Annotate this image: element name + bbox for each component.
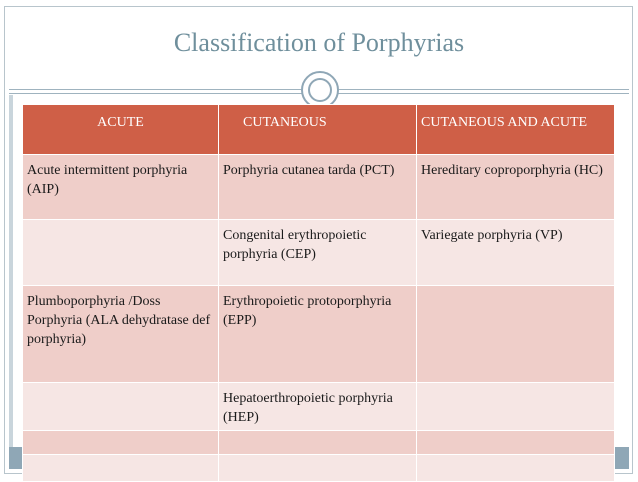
table-cell: Hepatoerthropoietic porphyria (HEP): [219, 383, 417, 431]
table-row: [23, 155, 615, 220]
table-row: [23, 455, 615, 482]
table-cell: Variegate porphyria (VP): [417, 220, 615, 286]
porphyria-classification-table: [22, 104, 615, 482]
table-cell: [23, 455, 219, 482]
table-cell: Hereditary coproporphyria (HC): [417, 155, 615, 220]
table-cell: [23, 383, 219, 431]
table-header-row: [23, 105, 615, 155]
table-cell: Plumboporphyria /Doss Porphyria (ALA dehydratase def porphyria): [23, 286, 219, 383]
header-cutaneous-and-acute: CUTANEOUS AND ACUTE: [417, 105, 615, 155]
table-cell: [417, 286, 615, 383]
table-row: [23, 220, 615, 286]
table-cell: Erythropoietic protoporphyria (EPP): [219, 286, 417, 383]
table-cell: [219, 431, 417, 455]
table-row: [23, 286, 615, 383]
header-cutaneous: CUTANEOUS: [219, 105, 417, 155]
circle-ornament-inner: [308, 78, 332, 102]
table-row: [23, 383, 615, 431]
table-cell: [23, 431, 219, 455]
header-acute: ACUTE: [23, 105, 219, 155]
table-cell: Porphyria cutanea tarda (PCT): [219, 155, 417, 220]
table-cell: [417, 455, 615, 482]
table-cell: Congenital erythropoietic porphyria (CEP): [219, 220, 417, 286]
table-cell: Acute intermittent porphyria (AIP): [23, 155, 219, 220]
table-cell: [417, 431, 615, 455]
table-cell: [417, 383, 615, 431]
table-row: [23, 431, 615, 455]
left-accent-band: [9, 95, 13, 447]
slide-title: Classification of Porphyrias: [173, 28, 465, 57]
table-cell: [23, 220, 219, 286]
table-cell: [219, 455, 417, 482]
